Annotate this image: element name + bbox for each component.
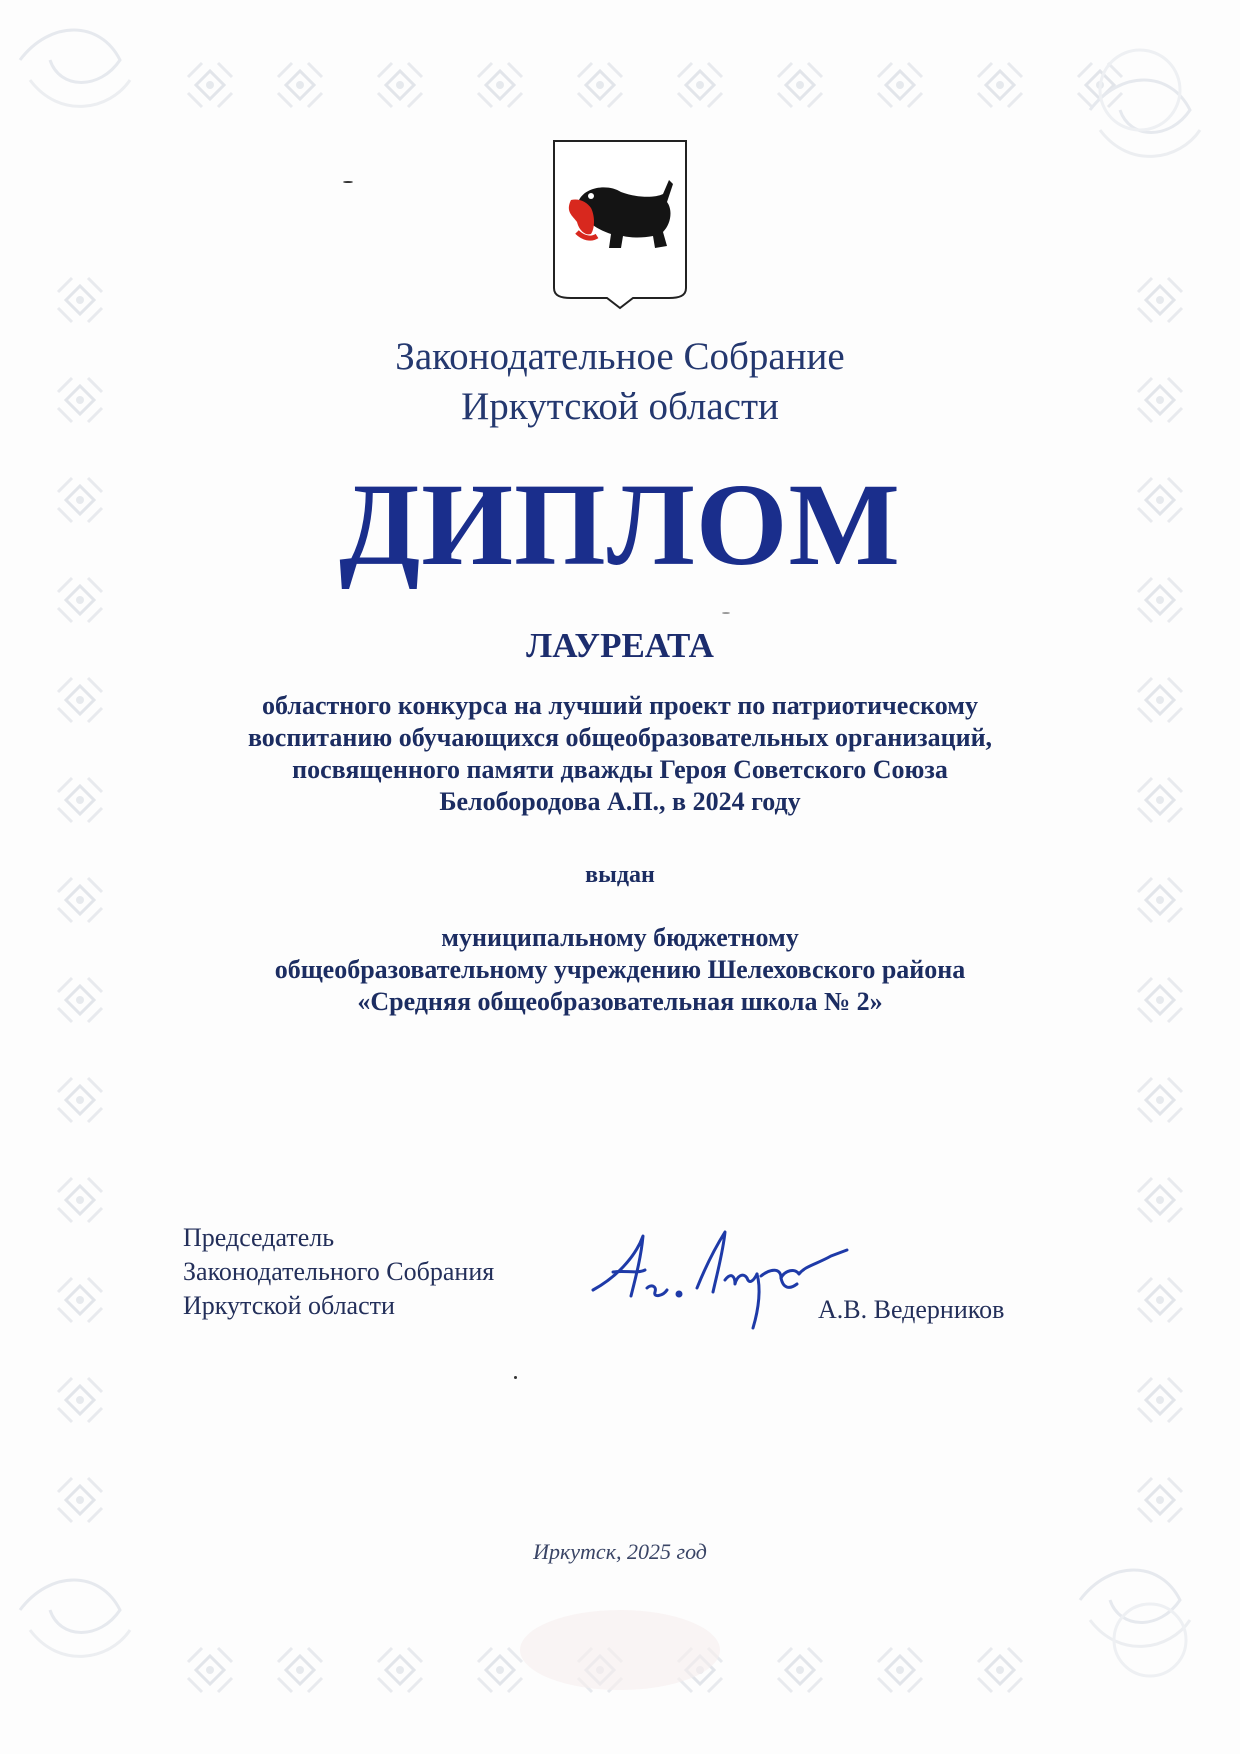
signatory-title-line: Законодательного Собрания <box>183 1257 495 1286</box>
org-title-line2: Иркутской области <box>461 385 779 428</box>
laureate-subtitle: ЛАУРЕАТА <box>526 626 714 665</box>
recipient-line: «Средняя общеобразовательная школа № 2» <box>357 987 883 1016</box>
signatory-title-line: Иркутской области <box>183 1291 395 1320</box>
body-line: Белобородова А.П., в 2024 году <box>439 787 801 816</box>
scan-speck <box>343 181 353 183</box>
place-and-date: Иркутск, 2025 год <box>533 1539 707 1564</box>
body-line: посвященного памяти дважды Героя Советского Союза <box>292 755 948 784</box>
irkutsk-coat-of-arms-icon <box>551 138 689 310</box>
org-title-line1: Законодательное Собрание <box>395 335 845 378</box>
body-line: областного конкурса на лучший проект по патриотическому <box>262 691 978 720</box>
body-line: воспитанию обучающихся общеобразовательных организаций, <box>247 723 993 752</box>
scan-speck <box>722 612 730 614</box>
diploma-title: ДИПЛОМ <box>339 459 901 590</box>
scan-speck <box>514 1376 517 1379</box>
recipient-line: общеобразовательному учреждению Шелеховского района <box>274 955 966 984</box>
signatory-name: А.В. Ведерников <box>818 1295 1005 1324</box>
issued-label: выдан <box>585 862 655 888</box>
signatory-title-line: Председатель <box>183 1223 335 1252</box>
recipient-line: муниципальному бюджетному <box>441 923 799 952</box>
